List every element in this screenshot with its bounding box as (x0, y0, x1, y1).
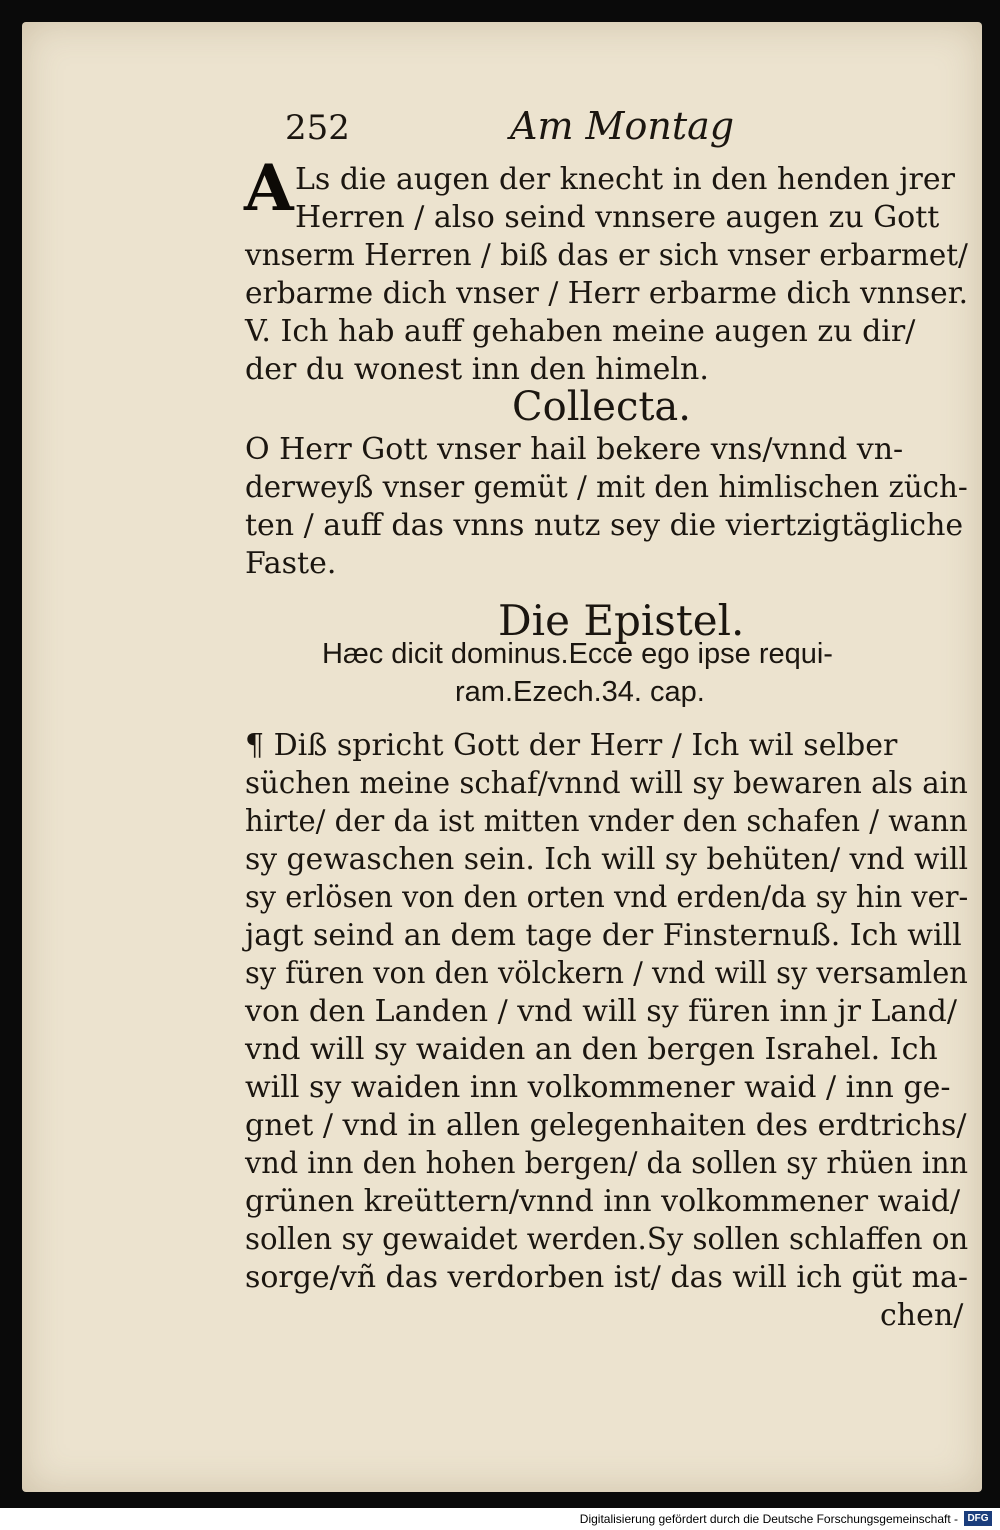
text-line: derweyß vnser gemüt / mit den himlischen züch- (245, 470, 968, 505)
latin-line: ram.Ezech.34. cap. (455, 676, 705, 708)
drop-cap: A (244, 151, 294, 226)
text-line: sollen sy gewaidet werden.Sy sollen schlaffen on (245, 1222, 969, 1257)
text-line: sy erlösen von den orten vnd erden/da sy hin ver- (245, 880, 969, 915)
text-line: erbarme dich vnser / Herr erbarme dich vnnser. (245, 276, 969, 311)
text-line: gnet / vnd in allen gelegenhaiten des erdtrichs/ (245, 1108, 967, 1143)
section-heading-collecta: Collecta. (512, 384, 691, 430)
latin-line: Hæc dicit dominus.Ecce ego ipse requi- (322, 638, 833, 670)
text-line: sy füren von den völckern / vnd will sy versamlen (245, 956, 968, 991)
text-line: hirte/ der da ist mitten vnder den schafen / wann (245, 804, 968, 839)
text-line: ten / auff das vnns nutz sey die viertzigtägliche (245, 508, 964, 543)
text-line: grünen kreüttern/vnnd inn volkommener waid/ (245, 1184, 961, 1219)
text-line: will sy waiden inn volkommener waid / inn ge- (245, 1070, 951, 1105)
text-line: von den Landen / vnd will sy füren inn jr Land/ (245, 994, 957, 1029)
text-line: sorge/vñ das verdorben ist/ das will ich güt ma- (245, 1260, 968, 1295)
text-line: vnd inn den hohen bergen/ da sollen sy rhüen inn (245, 1146, 969, 1181)
page-number: 252 (285, 108, 350, 148)
text-line: Herren / also seind vnnsere augen zu Gott (295, 200, 940, 235)
funding-credit: Digitalisierung gefördert durch die Deutsche Forschungsgemeinschaft - (579, 1512, 958, 1526)
text-line: süchen meine schaf/vnnd will sy bewaren als ain (245, 766, 968, 801)
text-line: Ls die augen der knecht in den henden jrer (295, 162, 955, 197)
section-heading-epistel: Die Epistel. (498, 596, 745, 645)
text-line: Faste. (245, 546, 337, 581)
text-line: der du wonest inn den himeln. (245, 352, 709, 387)
text-line: ¶ Diß spricht Gott der Herr / Ich wil selber (245, 728, 898, 763)
text-line: V. Ich hab auff gehaben meine augen zu dir/ (245, 314, 916, 349)
text-line: vnserm Herren / biß das er sich vnser erbarmet/ (245, 238, 968, 273)
text-line: sy gewaschen sein. Ich will sy behüten/ vnd will (245, 842, 969, 877)
running-title: Am Montag (510, 104, 735, 148)
text-line: jagt seind an dem tage der Finsternuß. Ich will (245, 918, 962, 953)
text-line: vnd will sy waiden an den bergen Israhel. Ich (245, 1032, 938, 1067)
footer-bar (0, 1508, 1000, 1530)
dfg-logo-icon: DFG (964, 1511, 992, 1526)
catchword: chen/ (880, 1298, 964, 1333)
text-line: O Herr Gott vnser hail bekere vns/vnnd vn- (245, 432, 904, 467)
